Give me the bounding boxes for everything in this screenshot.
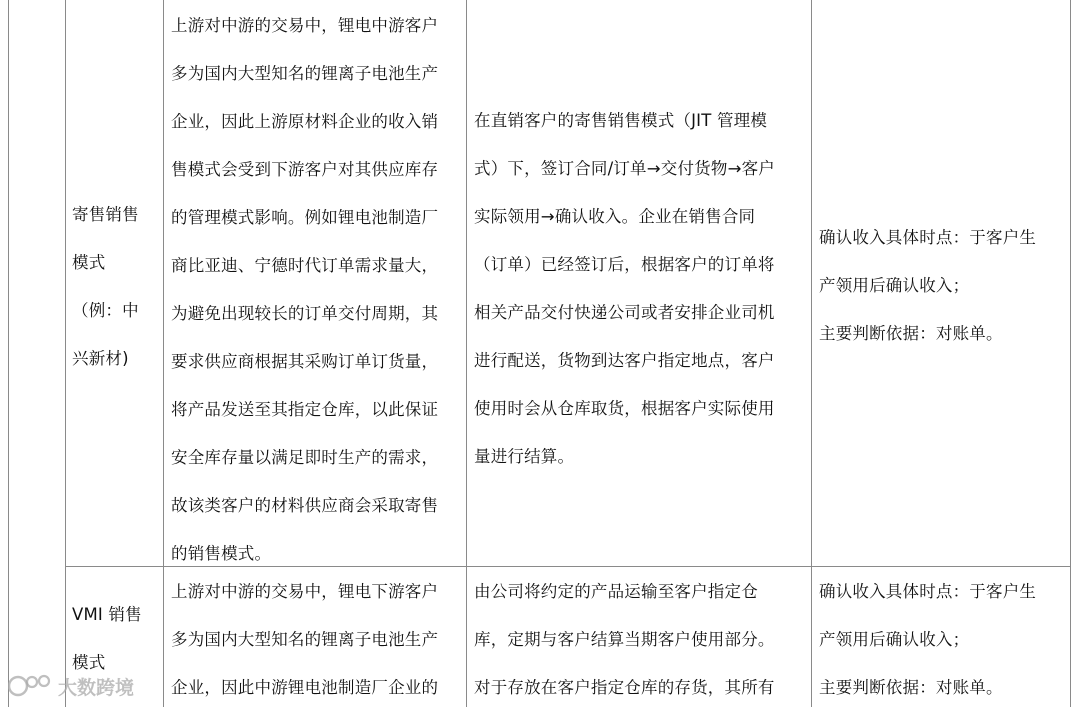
row2-process-line: 由公司将约定的产品运输至客户指定仓 xyxy=(474,582,758,601)
row2-recognition-line: 主要判断依据：对账单。 xyxy=(819,678,1003,697)
table-border-right xyxy=(1070,0,1071,707)
column-divider-1 xyxy=(65,0,66,707)
row2-mode-line: 模式 xyxy=(72,653,106,672)
column-divider-4 xyxy=(811,0,812,707)
watermark-logo-icon xyxy=(8,673,52,699)
row2-process-cell xyxy=(474,568,810,707)
row1-process-line: 量进行结算。 xyxy=(474,447,575,466)
row1-recognition-line: 确认收入具体时点：于客户生 xyxy=(819,228,1037,247)
row1-background-line: 要求供应商根据其采购订单订货量， xyxy=(171,352,439,371)
row1-process-line: 使用时会从仓库取货，根据客户实际使用 xyxy=(474,399,775,418)
row2-background-line: 上游对中游的交易中，锂电下游客户 xyxy=(171,582,439,601)
row1-mode-line: 模式 xyxy=(72,253,106,272)
row1-mode-line: （例：中 xyxy=(72,301,139,320)
table-border-left xyxy=(8,0,9,707)
row2-mode-line: VMI 销售 xyxy=(72,605,142,624)
row1-background-cell xyxy=(171,2,465,578)
row1-background-line: 售模式会受到下游客户对其供应库存 xyxy=(171,160,439,179)
column-divider-3 xyxy=(466,0,467,707)
row1-recognition-line: 主要判断依据：对账单。 xyxy=(819,324,1003,343)
row1-background-line: 上游对中游的交易中，锂电中游客户 xyxy=(171,16,439,35)
row2-background-line: 企业，因此中游锂电池制造厂企业的 xyxy=(171,678,439,697)
row1-process-line: 在直销客户的寄售销售模式（JIT 管理模 xyxy=(474,111,768,130)
row2-process-line: 对于存放在客户指定仓库的存货，其所有 xyxy=(474,678,775,697)
row2-background-cell xyxy=(171,568,465,707)
row1-background-line: 的管理模式影响。例如锂电池制造厂 xyxy=(171,208,439,227)
row1-mode-line: 兴新材) xyxy=(72,349,129,368)
row1-process-line: （订单）已经签订后，根据客户的订单将 xyxy=(474,255,775,274)
row1-background-line: 故该类客户的材料供应商会采取寄售 xyxy=(171,496,439,515)
row1-background-line: 商比亚迪、宁德时代订单需求量大， xyxy=(171,256,439,275)
row1-process-line: 实际领用→确认收入。企业在销售合同 xyxy=(474,207,756,226)
row2-recognition-line: 产领用后确认收入； xyxy=(819,630,970,649)
row1-background-line: 将产品发送至其指定仓库，以此保证 xyxy=(171,400,439,419)
row1-process-cell xyxy=(474,97,810,481)
row2-background-line: 多为国内大型知名的锂离子电池生产 xyxy=(171,630,439,649)
watermark-text: 大数跨境 xyxy=(58,676,135,699)
watermark xyxy=(8,670,134,702)
row2-recognition-cell xyxy=(819,568,1069,707)
row1-recognition-line: 产领用后确认收入； xyxy=(819,276,970,295)
row2-recognition-line: 确认收入具体时点：于客户生 xyxy=(819,582,1037,601)
row1-background-line: 安全库存量以满足即时生产的需求， xyxy=(171,448,439,467)
row1-process-line: 相关产品交付快递公司或者安排企业司机 xyxy=(474,303,775,322)
row1-background-line: 的销售模式。 xyxy=(171,544,272,563)
row1-process-line: 式）下，签订合同/订单→交付货物→客户 xyxy=(474,159,776,178)
row1-mode-line: 寄售销售 xyxy=(72,205,139,224)
row1-recognition-cell xyxy=(819,214,1069,358)
row1-process-line: 进行配送，货物到达客户指定地点，客户 xyxy=(474,351,775,370)
row1-mode-cell xyxy=(72,191,162,383)
row1-background-line: 企业，因此上游原材料企业的收入销 xyxy=(171,112,439,131)
row1-background-line: 多为国内大型知名的锂离子电池生产 xyxy=(171,64,439,83)
row2-process-line: 库，定期与客户结算当期客户使用部分。 xyxy=(474,630,775,649)
row1-background-line: 为避免出现较长的订单交付周期，其 xyxy=(171,304,439,323)
column-divider-2 xyxy=(163,0,164,707)
